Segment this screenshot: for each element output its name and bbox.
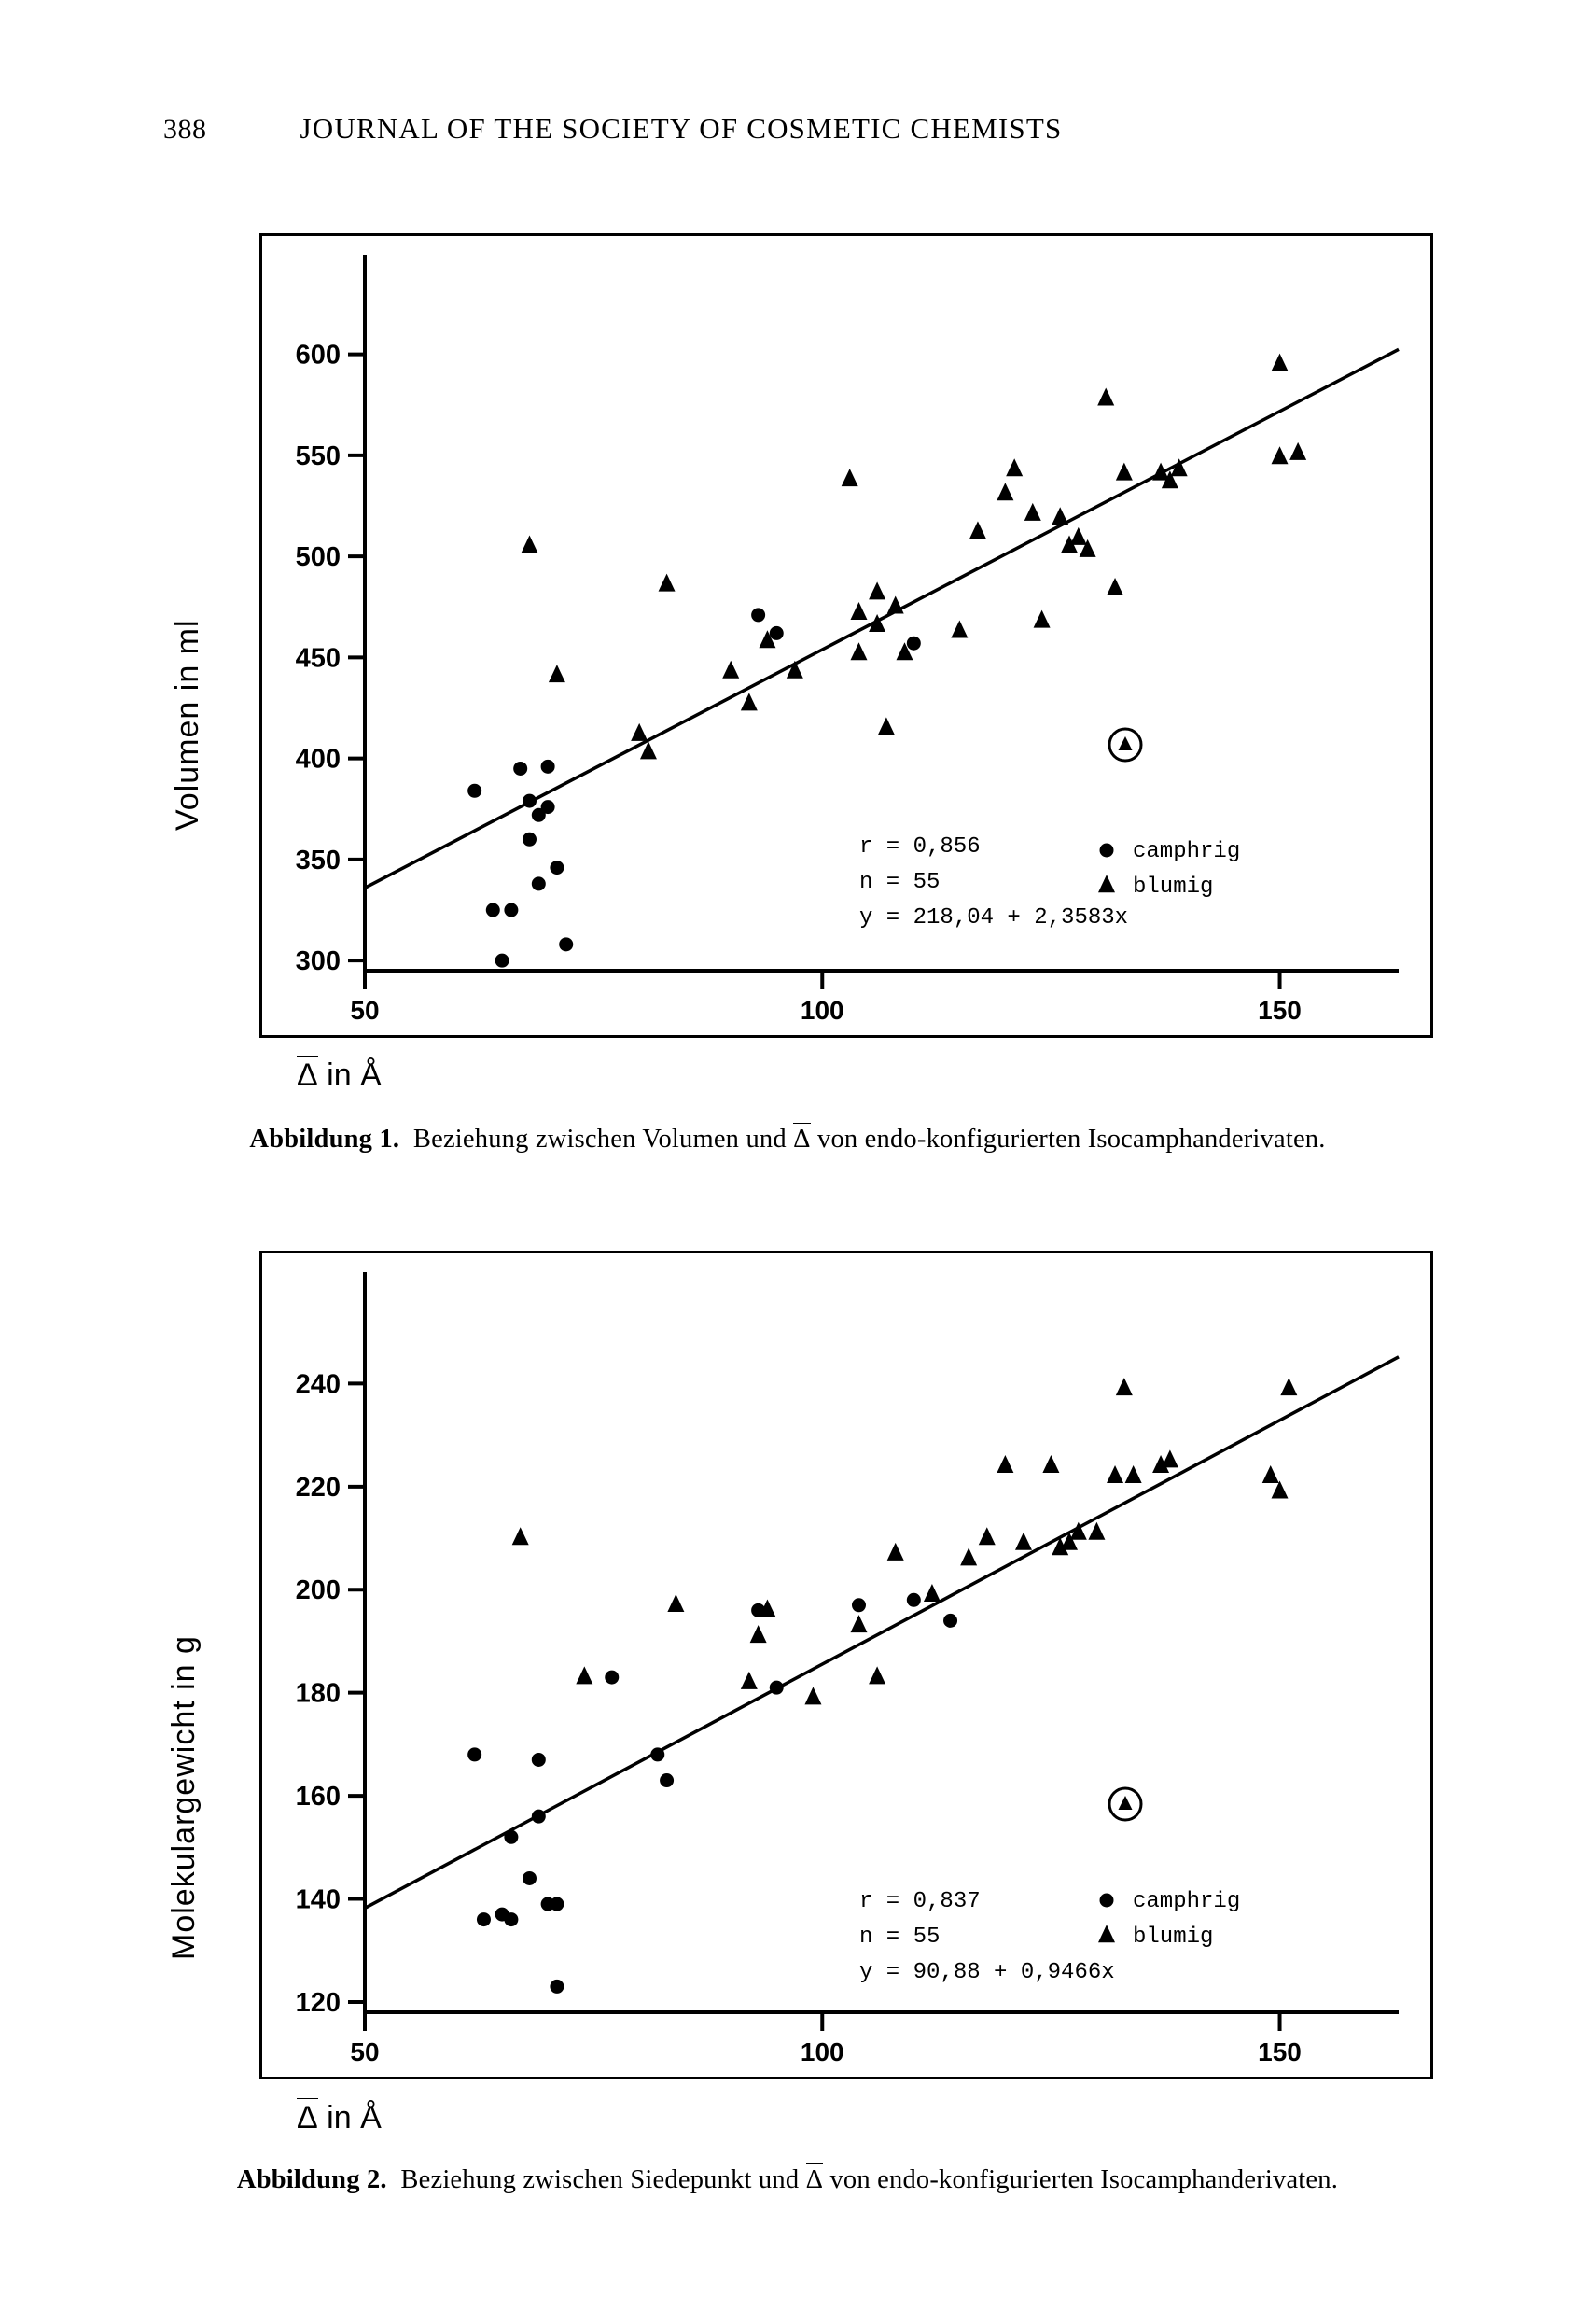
figure-1-x-axis-label: Δ in Å: [297, 1057, 382, 1093]
data-point-blumig: [924, 1584, 941, 1602]
y-tick-label: 120: [295, 1987, 341, 2018]
data-point-camphrig: [477, 1912, 491, 1926]
figure-1-caption: Abbildung 1. Beziehung zwischen Volumen und Δ von endo-konfigurierten Isocamphanderivaten.: [249, 1125, 1326, 1154]
data-point-blumig: [1162, 1449, 1178, 1467]
data-point-blumig: [741, 1672, 758, 1689]
data-point-blumig: [549, 665, 565, 682]
data-point-camphrig: [504, 1830, 518, 1844]
x-tick-label: 100: [800, 996, 844, 1025]
legend-marker-circle: [1100, 844, 1114, 858]
data-point-blumig: [969, 521, 986, 539]
data-point-blumig: [850, 642, 867, 660]
data-point-blumig: [850, 1615, 867, 1632]
x-tick-label: 50: [350, 2037, 380, 2066]
stat-annotation: n = 55: [859, 870, 941, 895]
journal-title: JOURNAL OF THE SOCIETY OF COSMETIC CHEMISTS: [300, 112, 1063, 145]
legend-label: camphrig: [1133, 1889, 1241, 1914]
data-point-camphrig: [550, 1897, 564, 1911]
figure-1-caption-label: Abbildung 1.: [249, 1125, 400, 1154]
data-point-blumig: [667, 1594, 684, 1612]
data-point-blumig: [997, 483, 1013, 500]
data-point-blumig: [1015, 1533, 1032, 1550]
data-point-blumig: [631, 723, 648, 741]
data-point-blumig: [1107, 578, 1123, 595]
data-point-camphrig: [532, 1810, 546, 1824]
data-point-blumig: [887, 595, 904, 613]
data-point-blumig: [997, 1455, 1013, 1473]
data-point-blumig: [1088, 1522, 1105, 1540]
y-tick-label: 500: [295, 542, 341, 573]
data-point-blumig: [850, 602, 867, 620]
data-point-camphrig: [770, 626, 784, 640]
y-tick-label: 400: [295, 744, 341, 775]
data-point-blumig: [1052, 507, 1068, 525]
figure-1-plot: [262, 236, 1436, 1041]
data-point-blumig: [1006, 458, 1023, 476]
stat-annotation: r = 0,837: [859, 1889, 981, 1914]
data-point-blumig: [979, 1527, 996, 1545]
data-point-camphrig: [770, 1681, 784, 1695]
x-tick-label: 100: [800, 2037, 844, 2066]
y-tick-label: 600: [295, 340, 341, 371]
y-tick-label: 240: [295, 1369, 341, 1400]
y-tick-label: 160: [295, 1782, 341, 1813]
data-point-camphrig: [467, 784, 481, 798]
data-point-camphrig: [467, 1747, 481, 1761]
data-point-blumig: [1034, 610, 1051, 628]
figure-2-plot-frame: [259, 1251, 1433, 2079]
data-point-camphrig: [751, 608, 765, 622]
figure-2-y-axis-label: Molekulargewicht in g: [166, 1635, 202, 1960]
figure-1-y-axis-label: Volumen in ml: [170, 619, 205, 831]
data-point-camphrig: [513, 762, 527, 776]
data-point-camphrig: [943, 1614, 957, 1628]
data-point-camphrig: [541, 800, 555, 814]
x-tick-label: 50: [350, 996, 380, 1025]
stat-annotation: n = 55: [859, 1925, 941, 1950]
figure-2-caption: Abbildung 2. Beziehung zwischen Siedepunkt und Δ von endo-konfigurierten Isocamphanderivaten.: [236, 2165, 1339, 2194]
data-point-camphrig: [907, 1593, 921, 1607]
legend-marker-triangle: [1098, 1925, 1115, 1942]
data-point-blumig: [1024, 503, 1041, 521]
page-number: 388: [163, 114, 207, 145]
figure-1-caption-suffix: von endo-konfigurierten Isocamphanderivaten.: [817, 1125, 1326, 1154]
y-tick-label: 140: [295, 1884, 341, 1915]
stat-annotation: r = 0,856: [859, 834, 981, 860]
data-point-camphrig: [650, 1747, 664, 1761]
data-point-camphrig: [523, 1871, 537, 1885]
stat-annotation: y = 218,04 + 2,3583x: [859, 905, 1129, 931]
legend-label: blumig: [1133, 1925, 1214, 1950]
data-point-blumig: [1272, 446, 1289, 464]
data-point-blumig: [1262, 1465, 1279, 1483]
data-point-blumig: [512, 1527, 529, 1545]
data-point-blumig: [1125, 1465, 1142, 1483]
y-tick-label: 300: [295, 946, 341, 977]
data-point-blumig: [869, 581, 885, 599]
figure-2-caption-label: Abbildung 2.: [236, 2165, 387, 2194]
data-point-blumig: [1280, 1378, 1297, 1395]
data-point-camphrig: [504, 903, 518, 917]
data-point-blumig: [1116, 1378, 1133, 1395]
data-point-blumig: [1116, 463, 1133, 481]
data-point-blumig: [741, 693, 758, 710]
data-point-blumig: [951, 620, 968, 637]
data-point-blumig: [659, 574, 676, 592]
data-point-blumig: [1289, 442, 1306, 460]
data-point-camphrig: [550, 861, 564, 875]
y-tick-label: 450: [295, 643, 341, 674]
legend-label: camphrig: [1133, 839, 1241, 864]
data-point-camphrig: [504, 1912, 518, 1926]
figure-2-x-axis-label: Δ in Å: [297, 2100, 382, 2135]
data-point-blumig: [787, 661, 803, 679]
data-point-blumig: [1272, 1481, 1289, 1499]
regression-line: [365, 349, 1399, 888]
y-tick-label: 200: [295, 1575, 341, 1606]
legend-marker-circle: [1100, 1894, 1114, 1908]
figure-1-caption-prefix: Beziehung zwischen Volumen und: [412, 1125, 787, 1154]
data-point-blumig: [804, 1687, 821, 1704]
x-tick-label: 150: [1258, 2037, 1302, 2066]
data-point-camphrig: [532, 1753, 546, 1767]
figure-2-plot: [262, 1253, 1436, 2082]
data-point-camphrig: [523, 794, 537, 808]
figure-2-caption-suffix: von endo-konfigurierten Isocamphanderivaten.: [829, 2165, 1339, 2194]
stat-annotation: y = 90,88 + 0,9466x: [859, 1960, 1115, 1985]
data-point-camphrig: [559, 937, 573, 951]
data-point-blumig: [750, 1625, 767, 1643]
figure-2: [0, 1223, 1575, 2193]
data-point-camphrig: [550, 1980, 564, 1994]
data-point-blumig: [1272, 354, 1289, 371]
data-point-blumig: [576, 1666, 592, 1684]
data-point-camphrig: [532, 876, 546, 890]
y-tick-label: 350: [295, 845, 341, 875]
figure-2-caption-prefix: Beziehung zwischen Siedepunkt und: [400, 2165, 800, 2194]
data-point-camphrig: [660, 1773, 674, 1787]
x-tick-label: 150: [1258, 996, 1302, 1025]
data-point-camphrig: [541, 760, 555, 774]
data-point-camphrig: [523, 833, 537, 847]
y-tick-label: 220: [295, 1472, 341, 1503]
data-point-camphrig: [907, 637, 921, 651]
running-head: [163, 112, 1414, 159]
circled-triangle-mark-inner: [1119, 1796, 1133, 1810]
data-point-blumig: [878, 717, 895, 735]
data-point-blumig: [1107, 1465, 1123, 1483]
y-tick-label: 180: [295, 1678, 341, 1709]
data-point-blumig: [887, 1543, 904, 1561]
data-point-blumig: [1097, 387, 1114, 405]
data-point-blumig: [960, 1547, 977, 1565]
data-point-blumig: [1070, 527, 1087, 545]
data-point-camphrig: [495, 954, 509, 968]
data-point-blumig: [521, 536, 537, 553]
circled-triangle-mark-inner: [1119, 736, 1133, 750]
data-point-camphrig: [852, 1598, 866, 1612]
data-point-blumig: [869, 1666, 885, 1684]
legend-marker-triangle: [1098, 875, 1115, 892]
data-point-camphrig: [605, 1671, 619, 1685]
figure-1: [0, 215, 1575, 1167]
y-tick-label: 550: [295, 441, 341, 471]
legend-label: blumig: [1133, 875, 1214, 900]
data-point-camphrig: [486, 903, 500, 917]
data-point-blumig: [722, 661, 739, 679]
figure-1-plot-frame: [259, 233, 1433, 1038]
data-point-blumig: [1042, 1455, 1059, 1473]
data-point-blumig: [842, 469, 858, 486]
regression-line: [365, 1357, 1399, 1909]
